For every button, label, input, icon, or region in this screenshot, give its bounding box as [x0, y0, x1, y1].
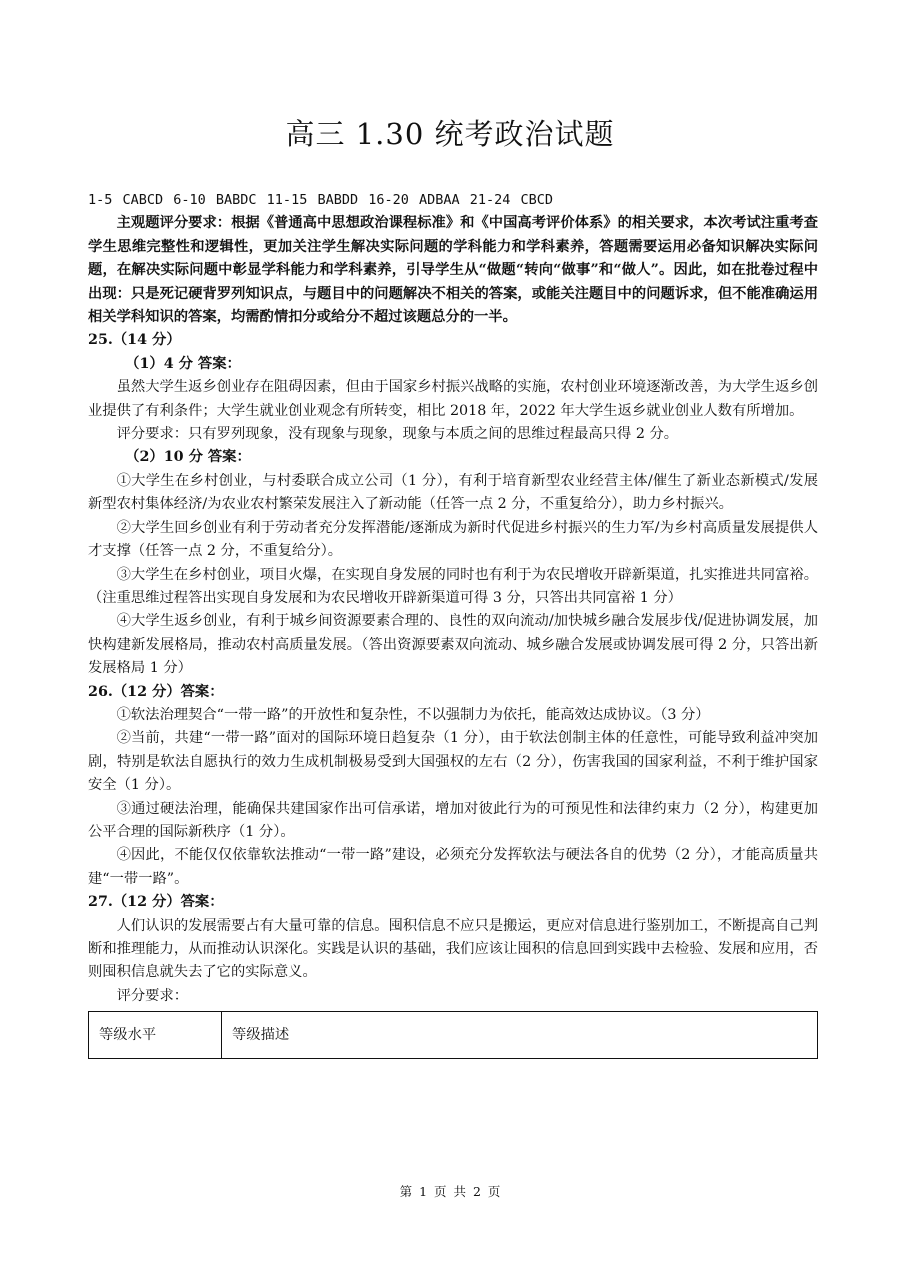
q26-point: ①软法治理契合“一带一路”的开放性和复杂性，不以强制力为依托，能高效达成协议。（3 分）: [116, 706, 710, 723]
table-row: [89, 1012, 818, 1059]
q27-heading: 27.（12 分）答案：: [88, 894, 224, 911]
answer-key: 1-5 CABCD 6-10 BABDC 11-15 BABDD 16-20 ADBAA 21-24 CBCD: [88, 192, 554, 208]
q25-part2-point: ④大学生返乡创业，有利于城乡间资源要素合理的、良性的双向流动/加快城乡融合发展步伐/促进协调发展，加快构建新发展格局，推动农村高质量发展。（答出资源要素双向流动、城乡融合发展或协调发展可得 2 分，只答出新发展格局 1 分）: [88, 613, 818, 677]
q25-part1-rubric: 评分要求：只有罗列现象，没有现象与现象，现象与本质之间的思维过程最高只得 2 分。: [116, 426, 679, 443]
q25-part2-point: ②大学生回乡创业有利于劳动者充分发挥潜能/逐渐成为新时代促进乡村振兴的生力军/为乡村高质量发展提供人才支撑（任答一点 2 分，不重复给分）。: [88, 519, 818, 560]
q25-part1-answer: 虽然大学生返乡创业存在阻碍因素，但由于国家乡村振兴战略的实施，农村创业环境逐渐改善，为大学生返乡创业提供了有利条件；大学生就业创业观念有所转变，相比 2018 年，2022 年大学生返乡就业创业人数有所增加。: [88, 379, 818, 419]
q25-part1-heading: （1）4 分 答案：: [125, 355, 241, 372]
grading-table: [88, 1011, 818, 1059]
q26-point: ④因此，不能仅仅依靠软法推动“一带一路”建设，必须充分发挥软法与硬法各自的优势（2 分），才能高质量共建“一带一路”。: [88, 847, 818, 887]
q25-part2-point: ③大学生在乡村创业，项目火爆，在实现自身发展的同时也有利于为农民增收开辟新渠道，扎实推进共同富裕。（注重思维过程答出实现自身发展和为农民增收开辟新渠道可得 3 分，只答出共同富裕 1 分）: [88, 566, 818, 606]
q26-point: ③通过硬法治理，能确保共建国家作出可信承诺，增加对彼此行为的可预见性和法律约束力（2 分），构建更加公平合理的国际新秩序（1 分）。: [88, 800, 818, 840]
q25-part2-heading: （2）10 分 答案：: [125, 449, 251, 466]
table-header-description: 等级描述: [222, 1012, 818, 1059]
q25-heading: 25.（14 分）: [88, 332, 181, 349]
q25-part2-point: ①大学生在乡村创业，与村委联合成立公司（1 分），有利于培育新型农业经营主体/催生了新业态新模式/发展新型农村集体经济/为农业农村繁荣发展注入了新动能（任答一点 2 分，不重复给分），助力乡村振兴。: [88, 472, 818, 513]
page-footer: 第 1 页 共 2 页: [399, 1184, 501, 1199]
q27-answer: 人们认识的发展需要占有大量可靠的信息。囤积信息不应只是搬运，更应对信息进行鉴别加工，不断提高自己判断和推理能力，从而推动认识深化。实践是认识的基础，我们应该让囤积的信息回到实践中去检验、发展和应用，否则囤积信息就失去了它的实际意义。: [88, 917, 818, 981]
grading-requirements: 主观题评分要求：根据《普通高中思想政治课程标准》和《中国高考评价体系》的相关要求，本次考试注重考查学生思维完整性和逻辑性，更加关注学生解决实际问题的学科能力和学科素养，答题需要运用必备知识解决实际问题，在解决实际问题中彰显学科能力和学科素养，引导学生从“做题“转向“做事”和“做人”。因此，如在批卷过程中出现：只是死记硬背罗列知识点，与题目中的问题解决不相关的答案，或能关注题目中的问题诉求，但不能准确运用相关学科知识的答案，均需酌情扣分或给分不超过该题总分的一半。: [88, 215, 818, 326]
q26-point: ②当前，共建“一带一路”面对的国际环境日趋复杂（1 分），由于软法创制主体的任意性，可能导致利益冲突加剧，特别是软法自愿执行的效力生成机制极易受到大国强权的左右（2 分），伤害我国的国家利益，不利于维护国家安全（1 分）。: [88, 730, 818, 794]
table-header-level: 等级水平: [89, 1012, 222, 1059]
page-title: 高三 1.30 统考政治试题: [285, 117, 615, 151]
document-body: [88, 189, 818, 1059]
q26-heading: 26.（12 分）答案：: [88, 683, 224, 700]
q27-rubric-label: 评分要求：: [116, 987, 189, 1004]
